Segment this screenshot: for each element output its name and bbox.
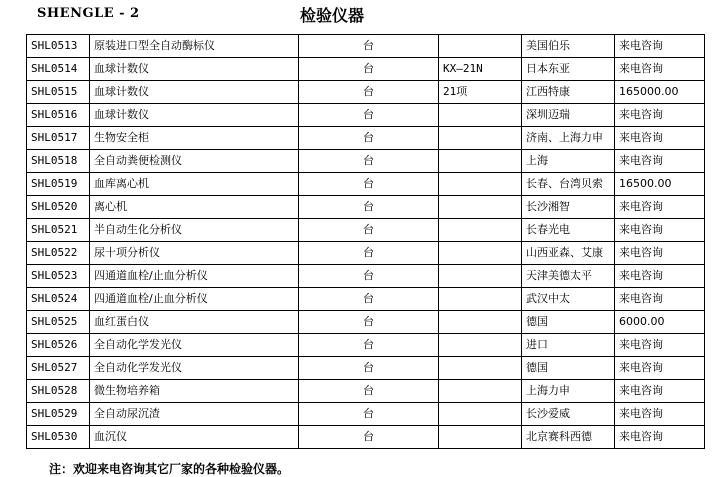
table-row (27, 265, 705, 288)
manufacturer-cell: 长沙湘智 (522, 196, 615, 219)
price-cell: 16500.00 (615, 173, 705, 196)
table-row (27, 35, 705, 58)
product-code-cell: SHL0528 (27, 380, 90, 403)
product-name-cell: 血红蛋白仪 (90, 311, 299, 334)
manufacturer-cell: 长春、台湾贝索 (522, 173, 615, 196)
price-cell: 来电咨询 (615, 35, 705, 58)
table-row (27, 219, 705, 242)
model-cell (439, 334, 522, 357)
model-cell: 21项 (439, 81, 522, 104)
table-row (27, 380, 705, 403)
product-code-cell: SHL0529 (27, 403, 90, 426)
unit-cell: 台 (299, 242, 439, 265)
manufacturer-cell: 美国伯乐 (522, 35, 615, 58)
manufacturer-cell: 进口 (522, 334, 615, 357)
model-cell (439, 219, 522, 242)
unit-cell: 台 (299, 173, 439, 196)
product-name-cell: 半自动生化分析仪 (90, 219, 299, 242)
manufacturer-cell: 长春光电 (522, 219, 615, 242)
model-cell (439, 173, 522, 196)
unit-cell: 台 (299, 81, 439, 104)
product-name-cell: 微生物培养箱 (90, 380, 299, 403)
manufacturer-cell: 天津美德太平 (522, 265, 615, 288)
model-cell (439, 127, 522, 150)
unit-cell: 台 (299, 58, 439, 81)
unit-cell: 台 (299, 219, 439, 242)
product-code-cell: SHL0527 (27, 357, 90, 380)
product-code-cell: SHL0521 (27, 219, 90, 242)
price-cell: 来电咨询 (615, 334, 705, 357)
table-row (27, 357, 705, 380)
price-cell: 来电咨询 (615, 219, 705, 242)
price-cell: 来电咨询 (615, 150, 705, 173)
price-cell: 来电咨询 (615, 403, 705, 426)
manufacturer-cell: 德国 (522, 311, 615, 334)
table-row (27, 150, 705, 173)
unit-cell: 台 (299, 311, 439, 334)
price-cell: 来电咨询 (615, 380, 705, 403)
manufacturer-cell: 上海力申 (522, 380, 615, 403)
model-cell (439, 357, 522, 380)
manufacturer-cell: 山西亚森、艾康 (522, 242, 615, 265)
product-code-cell: SHL0516 (27, 104, 90, 127)
product-name-cell: 四通道血栓/止血分析仪 (90, 288, 299, 311)
manufacturer-cell: 长沙爱威 (522, 403, 615, 426)
table-row (27, 58, 705, 81)
product-code-cell: SHL0523 (27, 265, 90, 288)
unit-cell: 台 (299, 288, 439, 311)
table-row (27, 242, 705, 265)
unit-cell: 台 (299, 35, 439, 58)
manufacturer-cell: 日本东亚 (522, 58, 615, 81)
product-name-cell: 尿十项分析仪 (90, 242, 299, 265)
product-code-cell: SHL0524 (27, 288, 90, 311)
price-cell: 165000.00 (615, 81, 705, 104)
manufacturer-cell: 北京赛科西德 (522, 426, 615, 449)
product-name-cell: 离心机 (90, 196, 299, 219)
manufacturer-cell: 济南、上海力申 (522, 127, 615, 150)
product-code-cell: SHL0517 (27, 127, 90, 150)
model-cell (439, 426, 522, 449)
table-row (27, 403, 705, 426)
table-row (27, 288, 705, 311)
table-row (27, 104, 705, 127)
unit-cell: 台 (299, 403, 439, 426)
unit-cell: 台 (299, 127, 439, 150)
model-cell (439, 150, 522, 173)
model-cell (439, 380, 522, 403)
unit-cell: 台 (299, 265, 439, 288)
product-name-cell: 四通道血栓/止血分析仪 (90, 265, 299, 288)
table-row (27, 173, 705, 196)
page-title: 检验仪器 (300, 6, 365, 25)
product-name-cell: 原装进口型全自动酶标仪 (90, 35, 299, 58)
product-name-cell: 全自动化学发光仪 (90, 357, 299, 380)
price-cell: 来电咨询 (615, 196, 705, 219)
manufacturer-cell: 上海 (522, 150, 615, 173)
unit-cell: 台 (299, 426, 439, 449)
model-cell (439, 35, 522, 58)
product-code-cell: SHL0522 (27, 242, 90, 265)
table-body (27, 35, 705, 449)
product-name-cell: 血球计数仪 (90, 104, 299, 127)
product-name-cell: 血球计数仪 (90, 58, 299, 81)
price-cell: 6000.00 (615, 311, 705, 334)
unit-cell: 台 (299, 357, 439, 380)
unit-cell: 台 (299, 196, 439, 219)
table-row (27, 81, 705, 104)
price-cell: 来电咨询 (615, 426, 705, 449)
price-cell: 来电咨询 (615, 127, 705, 150)
table-row (27, 334, 705, 357)
unit-cell: 台 (299, 334, 439, 357)
table-row (27, 311, 705, 334)
price-cell: 来电咨询 (615, 288, 705, 311)
product-code-cell: SHL0513 (27, 35, 90, 58)
product-code-cell: SHL0519 (27, 173, 90, 196)
manufacturer-cell: 德国 (522, 357, 615, 380)
model-cell (439, 196, 522, 219)
manufacturer-cell: 武汉中太 (522, 288, 615, 311)
product-code-cell: SHL0526 (27, 334, 90, 357)
price-cell: 来电咨询 (615, 357, 705, 380)
product-name-cell: 血球计数仪 (90, 81, 299, 104)
unit-cell: 台 (299, 104, 439, 127)
product-code-cell: SHL0514 (27, 58, 90, 81)
product-name-cell: 全自动尿沉渣 (90, 403, 299, 426)
model-cell (439, 104, 522, 127)
unit-cell: 台 (299, 150, 439, 173)
product-code-cell: SHL0525 (27, 311, 90, 334)
table-row (27, 196, 705, 219)
manufacturer-cell: 深圳迈瑞 (522, 104, 615, 127)
model-cell (439, 242, 522, 265)
document-code: SHENGLE - 2 (37, 6, 140, 21)
model-cell: KX—21N (439, 58, 522, 81)
product-name-cell: 血沉仪 (90, 426, 299, 449)
product-code-cell: SHL0520 (27, 196, 90, 219)
model-cell (439, 265, 522, 288)
price-cell: 来电咨询 (615, 265, 705, 288)
product-code-cell: SHL0515 (27, 81, 90, 104)
price-cell: 来电咨询 (615, 58, 705, 81)
instrument-table (26, 34, 705, 449)
product-code-cell: SHL0518 (27, 150, 90, 173)
product-name-cell: 生物安全柜 (90, 127, 299, 150)
product-name-cell: 全自动化学发光仪 (90, 334, 299, 357)
product-name-cell: 血库离心机 (90, 173, 299, 196)
product-name-cell: 全自动粪便检测仪 (90, 150, 299, 173)
footnote: 注：欢迎来电咨询其它厂家的各种检验仪器。 (49, 462, 290, 476)
manufacturer-cell: 江西特康 (522, 81, 615, 104)
table-row (27, 426, 705, 449)
product-code-cell: SHL0530 (27, 426, 90, 449)
table-row (27, 127, 705, 150)
price-cell: 来电咨询 (615, 104, 705, 127)
model-cell (439, 288, 522, 311)
unit-cell: 台 (299, 380, 439, 403)
model-cell (439, 403, 522, 426)
model-cell (439, 311, 522, 334)
price-cell: 来电咨询 (615, 242, 705, 265)
